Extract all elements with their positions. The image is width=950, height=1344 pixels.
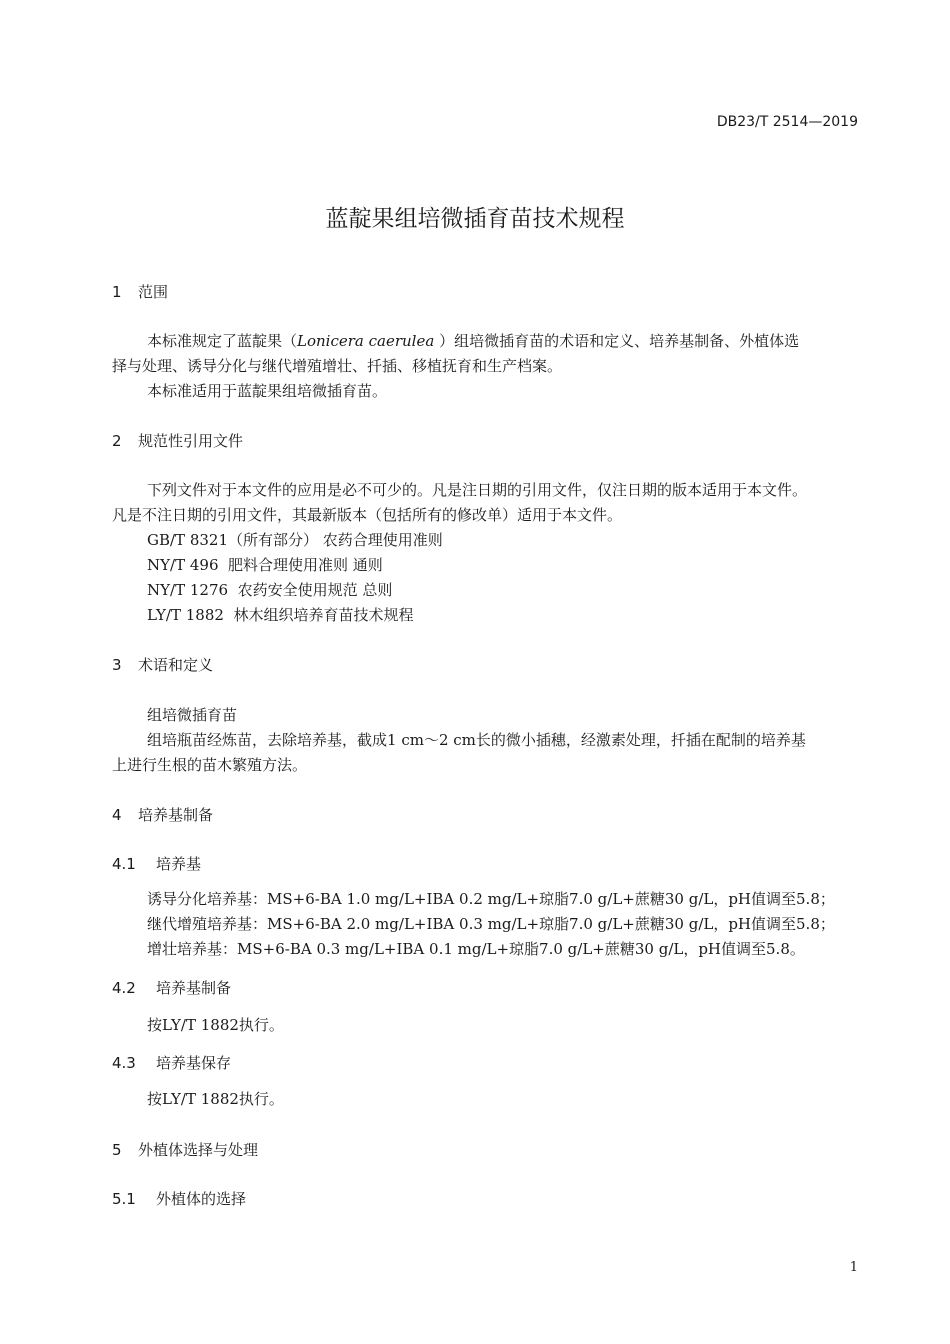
reference-item: LY/T 1882 林木组织培养育苗技术规程 [147, 606, 414, 624]
text-run: 本标准规定了蓝靛果（ [147, 332, 298, 350]
subsection-number: 4.2 [112, 979, 136, 997]
subsection-5-1-heading [112, 1188, 246, 1209]
section-title: 外植体选择与处理 [138, 1141, 259, 1159]
document-title: 蓝靛果组培微插育苗技术规程 [325, 206, 625, 232]
section-number: 4 [112, 806, 122, 824]
section-number: 1 [112, 283, 122, 301]
subsection-number: 4.3 [112, 1054, 136, 1072]
subsection-title: 培养基 [156, 855, 202, 873]
latin-name: Lonicera caerulea [297, 332, 435, 350]
medium-formula: 增壮培养基：MS+6-BA 0.3 mg/L+IBA 0.1 mg/L+琼脂7.0 g/L+蔗糖30 g/L，pH值调至5.8。 [147, 940, 805, 958]
references-intro-line1: 下列文件对于本文件的应用是必不可少的。凡是注日期的引用文件，仅注日期的版本适用于本文件。 [147, 481, 808, 499]
subsection-title: 外植体的选择 [156, 1190, 247, 1208]
references-intro-line2: 凡是不注日期的引用文件，其最新版本（包括所有的修改单）适用于本文件。 [112, 506, 623, 524]
scope-paragraph-line1 [147, 330, 799, 351]
subsection-title: 培养基保存 [156, 1054, 232, 1072]
section-3-heading [112, 654, 213, 675]
section-title: 培养基制备 [138, 806, 214, 824]
section-title: 术语和定义 [138, 656, 214, 674]
term-definition-line1: 组培瓶苗经炼苗，去除培养基，截成1 cm～2 cm长的微小插穗，经激素处理，扦插在配制的培养基 [147, 731, 806, 749]
section-title: 范围 [138, 283, 169, 301]
text-run: ）组培微插育苗的术语和定义、培养基制备、外植体选 [434, 332, 800, 350]
subsection-4-1-heading [112, 853, 201, 874]
section-number: 5 [112, 1141, 122, 1159]
subsection-4-2-heading [112, 977, 231, 998]
reference-item: GB/T 8321（所有部分） 农药合理使用准则 [147, 531, 443, 549]
section-number: 2 [112, 432, 122, 450]
subsection-4-2-text: 按LY/T 1882执行。 [147, 1016, 284, 1034]
section-title: 规范性引用文件 [138, 432, 244, 450]
subsection-number: 5.1 [112, 1190, 136, 1208]
term-definition-line2: 上进行生根的苗木繁殖方法。 [112, 756, 308, 774]
section-2-heading [112, 430, 243, 451]
subsection-title: 培养基制备 [156, 979, 232, 997]
medium-formula: 诱导分化培养基：MS+6-BA 1.0 mg/L+IBA 0.2 mg/L+琼脂7.0 g/L+蔗糖30 g/L，pH值调至5.8； [147, 890, 835, 908]
section-1-heading [112, 281, 168, 302]
scope-paragraph-line2: 择与处理、诱导分化与继代增殖增壮、扦插、移植抚育和生产档案。 [112, 357, 563, 375]
scope-applicability: 本标准适用于蓝靛果组培微插育苗。 [147, 382, 388, 400]
reference-item: NY/T 496 肥料合理使用准则 通则 [147, 556, 383, 574]
term-name: 组培微插育苗 [147, 706, 238, 724]
section-number: 3 [112, 656, 122, 674]
subsection-number: 4.1 [112, 855, 136, 873]
subsection-4-3-text: 按LY/T 1882执行。 [147, 1090, 284, 1108]
page-number: 1 [849, 1260, 858, 1275]
reference-item: NY/T 1276 农药安全使用规范 总则 [147, 581, 393, 599]
medium-formula: 继代增殖培养基：MS+6-BA 2.0 mg/L+IBA 0.3 mg/L+琼脂7.0 g/L+蔗糖30 g/L，pH值调至5.8； [147, 915, 835, 933]
section-4-heading [112, 804, 213, 825]
section-5-heading [112, 1139, 258, 1160]
subsection-4-3-heading [112, 1052, 231, 1073]
standard-code: DB23/T 2514—2019 [716, 114, 858, 130]
